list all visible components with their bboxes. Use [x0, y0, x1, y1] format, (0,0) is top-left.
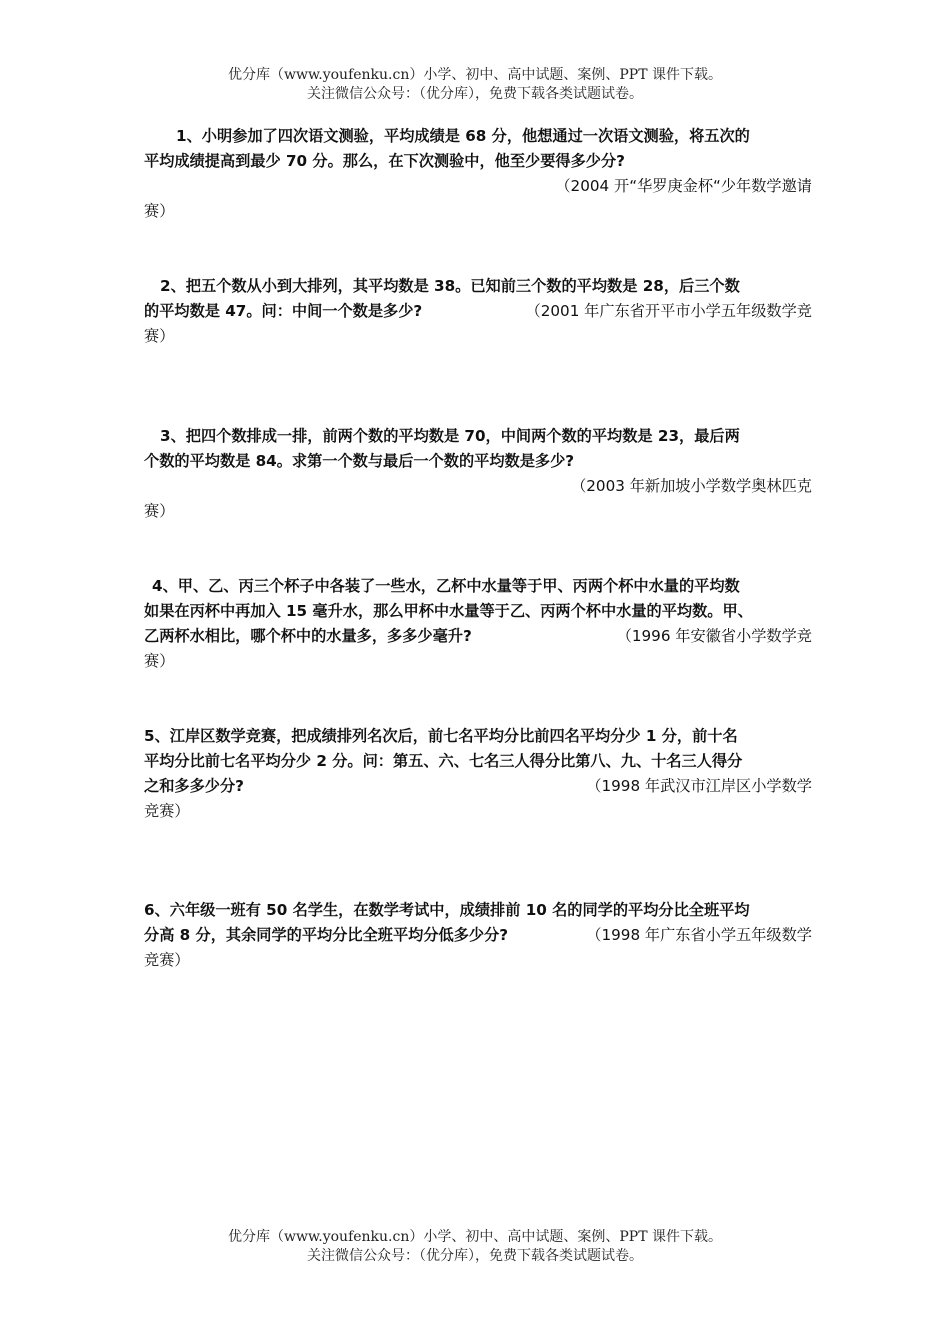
problem-5-line-3: 之和多多少分? — [144, 777, 244, 795]
problem-3-source-end: 赛） — [144, 502, 175, 520]
problem-5-source: （1998 年武汉市江岸区小学数学 — [586, 777, 812, 795]
problem-1 — [144, 124, 812, 224]
problem-4 — [144, 574, 812, 674]
problem-3 — [144, 424, 812, 524]
problem-3-line-1: 3、把四个数排成一排，前两个数的平均数是 70，中间两个数的平均数是 23，最后两 — [160, 427, 740, 445]
problem-6-source: （1998 年广东省小学五年级数学 — [586, 926, 812, 944]
problem-2-line-1: 2、把五个数从小到大排列，其平均数是 38。已知前三个数的平均数是 28，后三个数 — [160, 277, 740, 295]
header-line-2: 关注微信公众号：（优分库），免费下载各类试题试卷。 — [307, 86, 643, 102]
problem-6-source-end: 竞赛） — [144, 951, 190, 969]
problem-1-source: （2004 开“华罗庚金杯“少年数学邀请 — [555, 177, 812, 195]
problem-4-line-1: 4、甲、乙、丙三个杯子中各装了一些水，乙杯中水量等于甲、丙两个杯中水量的平均数 — [152, 577, 740, 595]
problem-3-line-2: 个数的平均数是 84。求第一个数与最后一个数的平均数是多少? — [144, 452, 575, 470]
problem-2 — [144, 274, 812, 349]
problem-4-line-2: 如果在丙杯中再加入 15 毫升水，那么甲杯中水量等于乙、丙两个杯中水量的平均数。甲、 — [144, 602, 753, 620]
problem-2-source-end: 赛） — [144, 327, 175, 345]
page-header — [0, 66, 950, 104]
problem-2-source: （2001 年广东省开平市小学五年级数学竞 — [525, 302, 812, 320]
problem-2-line-2: 的平均数是 47。问：中间一个数是多少? — [144, 302, 423, 320]
problem-4-source: （1996 年安徽省小学数学竞 — [616, 627, 812, 645]
footer-line-2: 关注微信公众号：（优分库），免费下载各类试题试卷。 — [307, 1248, 643, 1264]
problem-5 — [144, 724, 812, 824]
problem-6-line-2: 分高 8 分，其余同学的平均分比全班平均分低多少分? — [144, 926, 509, 944]
problem-1-line-1: 1、小明参加了四次语文测验，平均成绩是 68 分，他想通过一次语文测验，将五次的 — [176, 127, 750, 145]
problem-6 — [144, 898, 812, 973]
page-footer — [0, 1228, 950, 1266]
problem-1-source-end: 赛） — [144, 202, 175, 220]
problem-4-source-end: 赛） — [144, 652, 175, 670]
problem-3-source: （2003 年新加坡小学数学奥林匹克 — [571, 477, 812, 495]
problem-4-line-3: 乙两杯水相比，哪个杯中的水量多，多多少毫升? — [144, 627, 472, 645]
header-line-1: 优分库（www.youfenku.cn）小学、初中、高中试题、案例、PPT 课件下载。 — [227, 67, 722, 83]
problem-6-line-1: 6、六年级一班有 50 名学生，在数学考试中，成绩排前 10 名的同学的平均分比全班平均 — [144, 901, 750, 919]
problem-5-source-end: 竞赛） — [144, 802, 190, 820]
problem-5-line-2: 平均分比前七名平均分少 2 分。问：第五、六、七名三人得分比第八、九、十名三人得分 — [144, 752, 743, 770]
problem-1-line-2: 平均成绩提高到最少 70 分。那么，在下次测验中，他至少要得多少分? — [144, 152, 625, 170]
problem-5-line-1: 5、江岸区数学竞赛，把成绩排列名次后，前七名平均分比前四名平均分少 1 分，前十名 — [144, 727, 738, 745]
footer-line-1: 优分库（www.youfenku.cn）小学、初中、高中试题、案例、PPT 课件下载。 — [227, 1229, 722, 1245]
